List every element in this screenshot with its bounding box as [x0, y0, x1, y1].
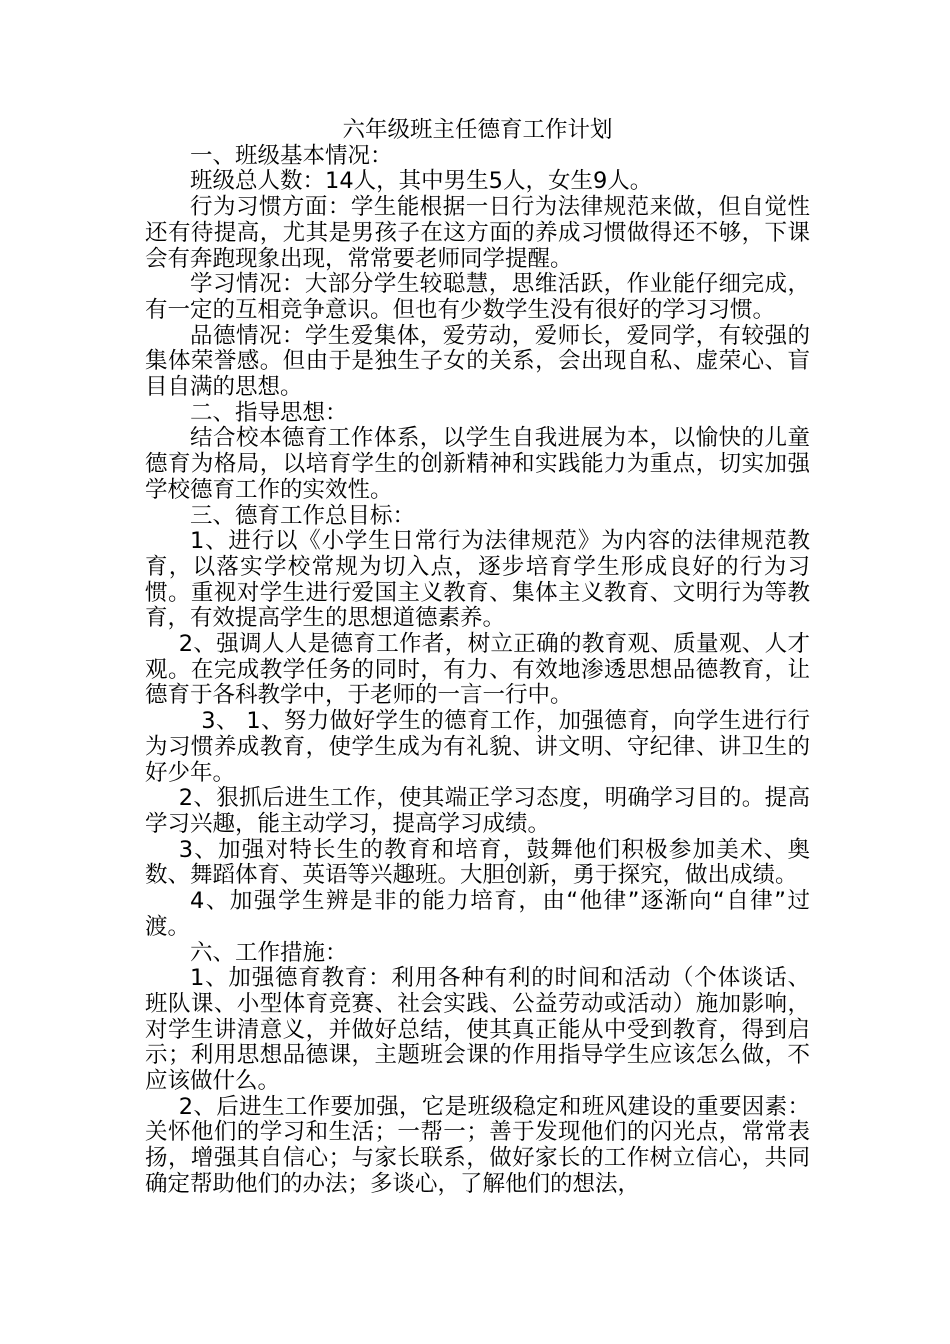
paragraph-goal-3: 3、 1、努力做好学生的德育工作，加强德育，向学生进行行为习惯养成教育，使学生成为有礼貌、讲文明、守纪律、讲卫生的好少年。 [145, 708, 810, 786]
paragraph-underachiever-work: 2、狠抓后进生工作，使其端正学习态度，明确学习目的。提高学习兴趣，能主动学习，提高学习成绩。 [145, 785, 810, 837]
paragraph-guiding-thought: 结合校本德育工作体系，以学生自我进展为本，以愉快的儿童德育为格局，以培育学生的创新精神和实践能力为重点，切实加强学校德育工作的实效性。 [145, 425, 810, 503]
section-heading-overall-goals: 三、德育工作总目标： [190, 502, 416, 529]
paragraph-self-discipline: 4、加强学生辨是非的能力培育，由“他律”逐渐向“自律”过渡。 [145, 888, 810, 940]
document-body [145, 118, 810, 1198]
paragraph-goal-2: 2、强调人人是德育工作者，树立正确的教育观、质量观、人才观。在完成教学任务的同时，有力、有效地渗透思想品德教育，让德育于各科教学中，于老师的一言一行中。 [145, 631, 810, 709]
paragraph-class-size: 班级总人数：14人，其中男生5人，女生9人。 [190, 168, 653, 195]
paragraph-measure-1: 1、加强德育教育：利用各种有利的时间和活动（个体谈话、班队课、小型体育竞赛、社会实践、公益劳动或活动）施加影响，对学生讲清意义，并做好总结，使其真正能从中受到教育，得到启示；利用思想品德课，主题班会课的作用指导学生应该怎么做，不应该做什么。 [145, 965, 810, 1095]
paragraph-study-situation: 学习情况：大部分学生较聪慧，思维活跃，作业能仔细完成，有一定的互相竞争意识。但也有少数学生没有很好的学习习惯。 [145, 271, 810, 323]
section-heading-measures: 六、工作措施： [190, 939, 348, 966]
document-title: 六年级班主任德育工作计划 [342, 117, 613, 143]
paragraph-goal-1: 1、进行以《小学生日常行为法律规范》为内容的法律规范教育，以落实学校常规为切入点，逐步培育学生形成良好的行为习惯。重视对学生进行爱国主义教育、集体主义教育、文明行为等教育，有效提高学生的思想道德素养。 [145, 528, 810, 632]
paragraph-behavior-habits: 行为习惯方面：学生能根据一日行为法律规范来做，但自觉性还有待提高，尤其是男孩子在这方面的养成习惯做得还不够，下课会有奔跑现象出现，常常要老师同学提醒。 [145, 194, 810, 272]
paragraph-moral-situation: 品德情况：学生爱集体，爱劳动，爱师长，爱同学，有较强的集体荣誉感。但由于是独生子女的关系，会出现自私、虚荣心、盲目自满的思想。 [145, 322, 810, 401]
paragraph-measure-2: 2、后进生工作要加强，它是班级稳定和班风建设的重要因素：关怀他们的学习和生活；一帮一；善于发现他们的闪光点，常常表扬，增强其自信心；与家长联系，做好家长的工作树立信心，共同确定帮助他们的办法；多谈心，了解他们的想法， [145, 1093, 810, 1197]
paragraph-talented-students: 3、加强对特长生的教育和培育，鼓舞他们积极参加美术、奥数、舞蹈体育、英语等兴趣班。大胆创新，勇于探究，做出成绩。 [145, 836, 810, 889]
section-heading-guiding-thought: 二、指导思想： [190, 399, 348, 426]
section-heading-basic-info: 一、班级基本情况： [190, 142, 393, 169]
